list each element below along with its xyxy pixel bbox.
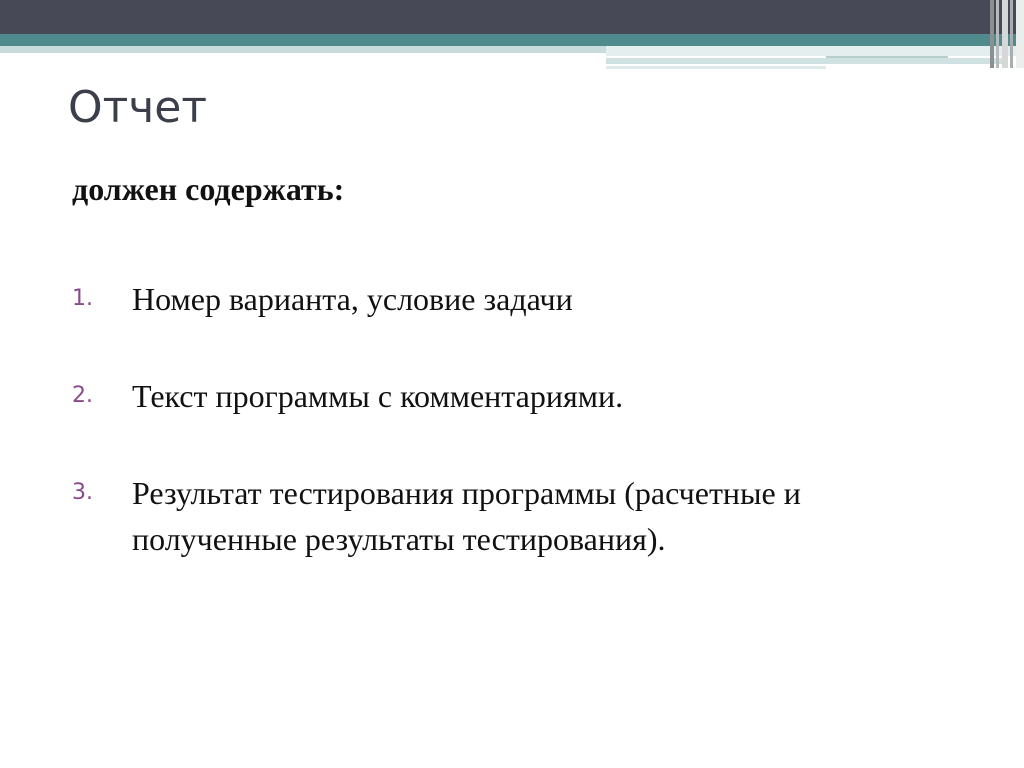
- right-accent-line: [606, 58, 1006, 64]
- vertical-stripe: [1016, 0, 1024, 68]
- right-thin-line: [606, 66, 826, 69]
- slide-title: Отчет: [68, 82, 207, 133]
- vertical-stripe: [1010, 0, 1013, 68]
- vertical-stripe: [1002, 0, 1008, 68]
- vertical-stripe: [990, 0, 994, 68]
- list-item: [72, 373, 952, 419]
- list-item-number: 1.: [72, 286, 93, 311]
- right-accent-block: [606, 46, 1024, 56]
- top-decorative-band: [0, 0, 1024, 34]
- list-item-text: Результат тестирования программы (расчетные и полученные результаты тестирования).: [132, 475, 801, 557]
- list-item-text: Текст программы с комментариями.: [132, 378, 624, 414]
- list-item-text: Номер варианта, условие задачи: [132, 281, 573, 317]
- list-item: [72, 276, 952, 322]
- vertical-stripe: [996, 0, 999, 68]
- list-item-number: 2.: [72, 383, 93, 408]
- list-item: [72, 470, 952, 562]
- pale-accent-line: [0, 46, 610, 53]
- list-item-number: 3.: [72, 480, 93, 505]
- requirements-list: [72, 276, 952, 613]
- right-thin-line-2: [826, 56, 948, 58]
- teal-accent-line: [0, 34, 1024, 46]
- slide-subheading: должен содержать:: [72, 171, 345, 207]
